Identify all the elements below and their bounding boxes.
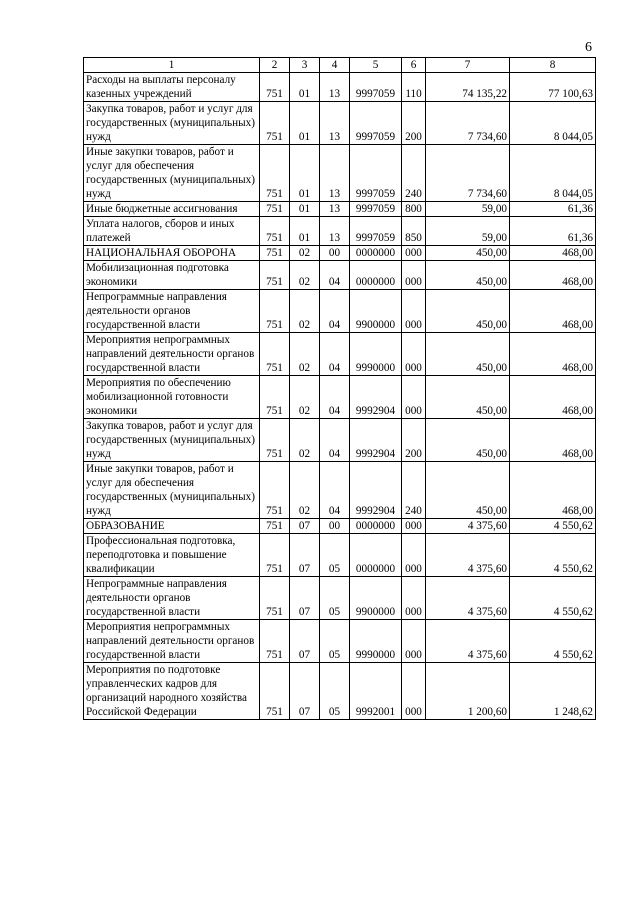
expense-name-cell: Уплата налогов, сборов и иных платежей <box>84 217 260 246</box>
department-code-cell: 751 <box>260 333 290 376</box>
amount-year1-cell: 7 734,60 <box>426 145 510 202</box>
department-code-cell: 751 <box>260 73 290 102</box>
table-row <box>84 73 596 102</box>
section-code-cell: 07 <box>290 620 320 663</box>
target-article-cell: 9992904 <box>350 376 402 419</box>
expense-name-cell: Мероприятия по обеспечению мобилизационной готовности экономики <box>84 376 260 419</box>
subsection-code-cell: 04 <box>320 333 350 376</box>
table-row <box>84 577 596 620</box>
section-code-cell: 02 <box>290 290 320 333</box>
expense-type-cell: 240 <box>402 145 426 202</box>
amount-year1-cell: 450,00 <box>426 261 510 290</box>
section-code-cell: 01 <box>290 217 320 246</box>
department-code-cell: 751 <box>260 577 290 620</box>
department-code-cell: 751 <box>260 202 290 217</box>
subsection-code-cell: 13 <box>320 73 350 102</box>
subsection-code-cell: 00 <box>320 519 350 534</box>
subsection-code-cell: 04 <box>320 419 350 462</box>
table-row <box>84 663 596 720</box>
amount-year1-cell: 450,00 <box>426 290 510 333</box>
subsection-code-cell: 13 <box>320 202 350 217</box>
subsection-code-cell: 05 <box>320 577 350 620</box>
subsection-code-cell: 04 <box>320 261 350 290</box>
department-code-cell: 751 <box>260 534 290 577</box>
amount-year1-cell: 4 375,60 <box>426 577 510 620</box>
department-code-cell: 751 <box>260 217 290 246</box>
expense-name-cell: Иные закупки товаров, работ и услуг для обеспечения государственных (муниципальных) нужд <box>84 145 260 202</box>
department-code-cell: 751 <box>260 376 290 419</box>
column-number: 3 <box>290 58 320 73</box>
subsection-code-cell: 04 <box>320 462 350 519</box>
expense-name-cell: Профессиональная подготовка, переподготовка и повышение квалификации <box>84 534 260 577</box>
section-code-cell: 01 <box>290 73 320 102</box>
amount-year2-cell: 1 248,62 <box>510 663 596 720</box>
amount-year2-cell: 468,00 <box>510 333 596 376</box>
table-row <box>84 102 596 145</box>
target-article-cell: 9992001 <box>350 663 402 720</box>
target-article-cell: 9990000 <box>350 620 402 663</box>
target-article-cell: 0000000 <box>350 519 402 534</box>
amount-year1-cell: 4 375,60 <box>426 620 510 663</box>
expense-type-cell: 000 <box>402 376 426 419</box>
table-row <box>84 333 596 376</box>
budget-table <box>83 57 596 720</box>
table-row <box>84 519 596 534</box>
target-article-cell: 9992904 <box>350 419 402 462</box>
subsection-code-cell: 04 <box>320 376 350 419</box>
column-number-row <box>84 58 596 73</box>
target-article-cell: 9997059 <box>350 102 402 145</box>
section-code-cell: 02 <box>290 333 320 376</box>
amount-year2-cell: 61,36 <box>510 202 596 217</box>
table-row <box>84 261 596 290</box>
amount-year1-cell: 450,00 <box>426 419 510 462</box>
table-row <box>84 534 596 577</box>
section-code-cell: 02 <box>290 246 320 261</box>
expense-type-cell: 000 <box>402 663 426 720</box>
expense-name-cell: Закупка товаров, работ и услуг для государственных (муниципальных) нужд <box>84 102 260 145</box>
amount-year1-cell: 59,00 <box>426 217 510 246</box>
target-article-cell: 9992904 <box>350 462 402 519</box>
amount-year2-cell: 468,00 <box>510 462 596 519</box>
subsection-code-cell: 13 <box>320 102 350 145</box>
subsection-code-cell: 13 <box>320 145 350 202</box>
column-number: 8 <box>510 58 596 73</box>
expense-type-cell: 110 <box>402 73 426 102</box>
expense-type-cell: 850 <box>402 217 426 246</box>
column-number: 1 <box>84 58 260 73</box>
section-code-cell: 01 <box>290 202 320 217</box>
department-code-cell: 751 <box>260 620 290 663</box>
amount-year2-cell: 4 550,62 <box>510 534 596 577</box>
amount-year2-cell: 8 044,05 <box>510 102 596 145</box>
expense-name-cell: Непрограммные направления деятельности органов государственной власти <box>84 290 260 333</box>
amount-year2-cell: 468,00 <box>510 419 596 462</box>
section-code-cell: 02 <box>290 261 320 290</box>
department-code-cell: 751 <box>260 462 290 519</box>
section-code-cell: 01 <box>290 102 320 145</box>
expense-name-cell: Мероприятия по подготовке управленческих кадров для организаций народного хозяйства Российской Федерации <box>84 663 260 720</box>
column-number: 5 <box>350 58 402 73</box>
target-article-cell: 9997059 <box>350 217 402 246</box>
department-code-cell: 751 <box>260 261 290 290</box>
expense-type-cell: 000 <box>402 290 426 333</box>
expense-name-cell: Непрограммные направления деятельности органов государственной власти <box>84 577 260 620</box>
table-row <box>84 145 596 202</box>
table-row <box>84 202 596 217</box>
subsection-code-cell: 05 <box>320 534 350 577</box>
expense-name-cell: Мероприятия непрограммных направлений деятельности органов государственной власти <box>84 620 260 663</box>
department-code-cell: 751 <box>260 102 290 145</box>
expense-type-cell: 200 <box>402 419 426 462</box>
target-article-cell: 0000000 <box>350 261 402 290</box>
section-code-cell: 02 <box>290 419 320 462</box>
table-row <box>84 376 596 419</box>
department-code-cell: 751 <box>260 246 290 261</box>
expense-name-cell: Мероприятия непрограммных направлений деятельности органов государственной власти <box>84 333 260 376</box>
amount-year1-cell: 7 734,60 <box>426 102 510 145</box>
subsection-code-cell: 13 <box>320 217 350 246</box>
expense-type-cell: 800 <box>402 202 426 217</box>
target-article-cell: 0000000 <box>350 246 402 261</box>
expense-type-cell: 000 <box>402 261 426 290</box>
department-code-cell: 751 <box>260 419 290 462</box>
section-code-cell: 07 <box>290 519 320 534</box>
target-article-cell: 9900000 <box>350 577 402 620</box>
target-article-cell: 9997059 <box>350 73 402 102</box>
expense-type-cell: 200 <box>402 102 426 145</box>
table-row <box>84 419 596 462</box>
amount-year2-cell: 77 100,63 <box>510 73 596 102</box>
subsection-code-cell: 05 <box>320 663 350 720</box>
expense-type-cell: 000 <box>402 534 426 577</box>
expense-type-cell: 000 <box>402 620 426 663</box>
target-article-cell: 9997059 <box>350 145 402 202</box>
section-code-cell: 01 <box>290 145 320 202</box>
department-code-cell: 751 <box>260 663 290 720</box>
section-code-cell: 07 <box>290 534 320 577</box>
amount-year1-cell: 1 200,60 <box>426 663 510 720</box>
amount-year2-cell: 8 044,05 <box>510 145 596 202</box>
expense-type-cell: 000 <box>402 333 426 376</box>
department-code-cell: 751 <box>260 145 290 202</box>
expense-name-cell: Мобилизационная подготовка экономики <box>84 261 260 290</box>
table-row <box>84 217 596 246</box>
department-code-cell: 751 <box>260 519 290 534</box>
column-number: 2 <box>260 58 290 73</box>
amount-year1-cell: 450,00 <box>426 246 510 261</box>
section-code-cell: 07 <box>290 663 320 720</box>
target-article-cell: 9900000 <box>350 290 402 333</box>
section-code-cell: 02 <box>290 462 320 519</box>
table-row <box>84 620 596 663</box>
amount-year2-cell: 468,00 <box>510 290 596 333</box>
column-number: 6 <box>402 58 426 73</box>
amount-year2-cell: 4 550,62 <box>510 577 596 620</box>
target-article-cell: 9990000 <box>350 333 402 376</box>
amount-year1-cell: 59,00 <box>426 202 510 217</box>
amount-year2-cell: 468,00 <box>510 376 596 419</box>
expense-type-cell: 000 <box>402 519 426 534</box>
subsection-code-cell: 04 <box>320 290 350 333</box>
expense-name-cell: Иные закупки товаров, работ и услуг для обеспечения государственных (муниципальных) нужд <box>84 462 260 519</box>
page-number: 6 <box>585 40 592 55</box>
amount-year1-cell: 74 135,22 <box>426 73 510 102</box>
expense-name-cell: Иные бюджетные ассигнования <box>84 202 260 217</box>
target-article-cell: 0000000 <box>350 534 402 577</box>
expense-type-cell: 000 <box>402 577 426 620</box>
expense-name-cell: Закупка товаров, работ и услуг для государственных (муниципальных) нужд <box>84 419 260 462</box>
subsection-code-cell: 05 <box>320 620 350 663</box>
amount-year1-cell: 450,00 <box>426 333 510 376</box>
amount-year1-cell: 450,00 <box>426 462 510 519</box>
amount-year1-cell: 450,00 <box>426 376 510 419</box>
section-code-cell: 07 <box>290 577 320 620</box>
table-row <box>84 290 596 333</box>
column-number: 4 <box>320 58 350 73</box>
expense-name-cell: НАЦИОНАЛЬНАЯ ОБОРОНА <box>84 246 260 261</box>
subsection-code-cell: 00 <box>320 246 350 261</box>
table-row <box>84 246 596 261</box>
table-row <box>84 462 596 519</box>
amount-year2-cell: 468,00 <box>510 246 596 261</box>
section-code-cell: 02 <box>290 376 320 419</box>
amount-year1-cell: 4 375,60 <box>426 519 510 534</box>
expense-name-cell: Расходы на выплаты персоналу казенных учреждений <box>84 73 260 102</box>
amount-year2-cell: 61,36 <box>510 217 596 246</box>
expense-name-cell: ОБРАЗОВАНИЕ <box>84 519 260 534</box>
department-code-cell: 751 <box>260 290 290 333</box>
amount-year2-cell: 468,00 <box>510 261 596 290</box>
amount-year2-cell: 4 550,62 <box>510 519 596 534</box>
column-number: 7 <box>426 58 510 73</box>
expense-type-cell: 240 <box>402 462 426 519</box>
amount-year2-cell: 4 550,62 <box>510 620 596 663</box>
target-article-cell: 9997059 <box>350 202 402 217</box>
amount-year1-cell: 4 375,60 <box>426 534 510 577</box>
expense-type-cell: 000 <box>402 246 426 261</box>
